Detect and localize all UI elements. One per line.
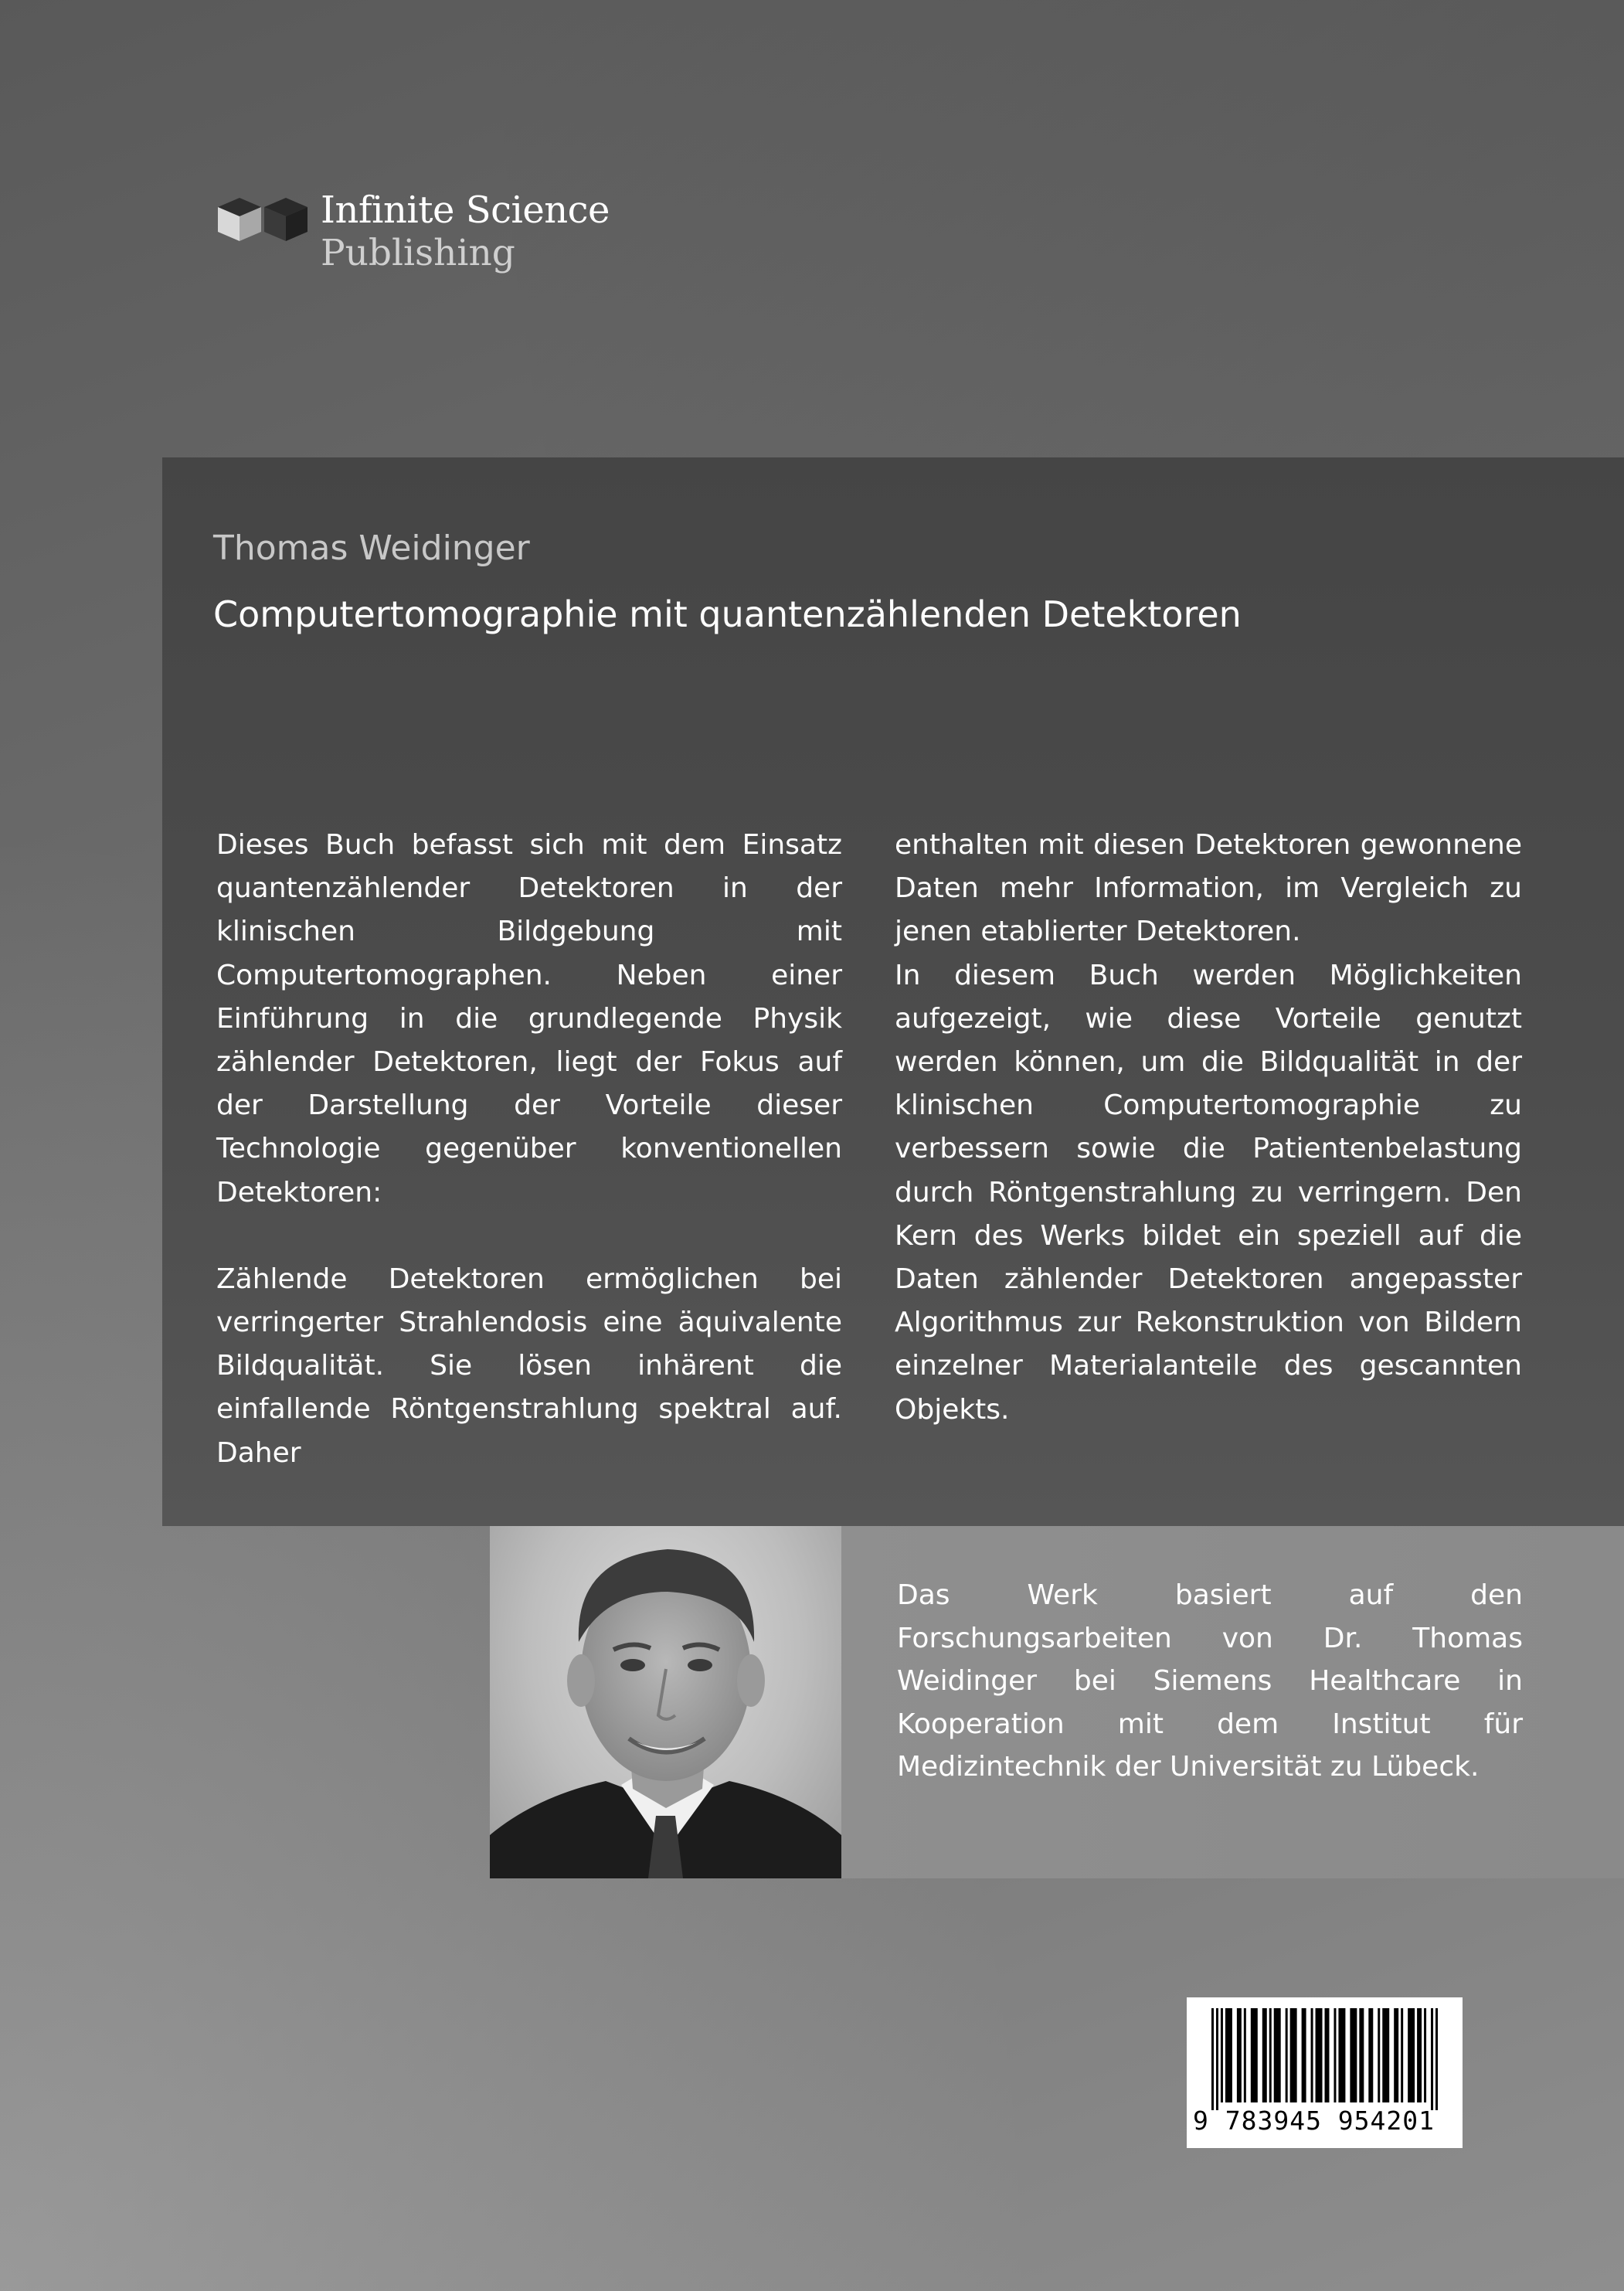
publisher-name: Infinite Science (321, 189, 610, 232)
author-photo (490, 1526, 841, 1878)
barcode-bar (1225, 2008, 1232, 2102)
barcode-bar (1290, 2008, 1297, 2102)
barcode-bar (1237, 2008, 1242, 2102)
barcode-bar (1216, 2008, 1218, 2110)
barcode-bar (1316, 2008, 1323, 2102)
cube-logo-icon (216, 193, 309, 244)
barcode-bar (1286, 2008, 1288, 2102)
barcode-bar (1274, 2008, 1281, 2102)
barcode-bar (1350, 2008, 1357, 2102)
barcode-bar (1211, 2008, 1214, 2110)
barcode-bar (1408, 2008, 1415, 2102)
barcode-bar (1338, 2008, 1345, 2102)
barcode-bar (1378, 2008, 1380, 2102)
author-name: Thomas Weidinger (213, 529, 530, 568)
barcode-bar (1401, 2008, 1403, 2102)
barcode-bar (1382, 2008, 1389, 2102)
barcode-bar (1417, 2008, 1422, 2102)
barcode-bar (1368, 2008, 1373, 2102)
author-bio: Das Werk basiert auf den Forschungsarbeiten von Dr. Thomas Weidinger bei Siemens Healthcare in Kooperation mit dem Institut für Medizintechnik der Universität zu Lübeck. (897, 1579, 1523, 1783)
barcode-bar (1424, 2008, 1426, 2102)
barcode-bar (1431, 2008, 1433, 2110)
blurb-column-right (895, 824, 1522, 1432)
isbn-barcode (1187, 1997, 1463, 2148)
blurb-paragraph: enthalten mit diesen Detektoren gewonnene Daten mehr Information, im Vergleich zu jenen etablierter Detektoren. (895, 829, 1522, 948)
barcode-bar (1311, 2008, 1313, 2102)
publisher-logo (216, 184, 618, 284)
barcode-bar (1359, 2008, 1364, 2102)
barcode-bar (1244, 2008, 1246, 2102)
barcode-bar (1325, 2008, 1330, 2102)
barcode-bar (1251, 2008, 1258, 2102)
book-title: Computertomographie mit quantenzählenden Detektoren (213, 593, 1242, 635)
barcode-bar (1394, 2008, 1398, 2102)
barcode-bar (1221, 2008, 1223, 2102)
author-bio-box (841, 1526, 1624, 1878)
barcode-bar (1435, 2008, 1438, 2110)
summary-panel (162, 457, 1624, 1526)
barcode-bar (1334, 2008, 1336, 2102)
barcode-bar (1269, 2008, 1272, 2102)
blurb-paragraph: Dieses Buch befasst sich mit dem Einsatz quantenzählender Detektoren in der klinischen Bildgebung mit Computertomographen. Neben einer Einführung in die grundlegende Physik zählender Detektoren, liegt der Fokus auf der Darstellung der Vorteile dieser Technologie gegenüber konventionellen Detektoren: (216, 829, 842, 1208)
barcode-bar (1302, 2008, 1306, 2102)
blurb-column-left (216, 824, 842, 1475)
blurb-paragraph: Zählende Detektoren ermöglichen bei verringerter Strahlendosis eine äquivalente Bildqualität. Sie lösen inhärent die einfallende Röntgenstrahlung spektral auf. Daher (216, 1263, 842, 1469)
publisher-subname: Publishing (321, 232, 515, 274)
isbn-digits: 9 783945 954201 (1193, 2106, 1435, 2136)
blurb-paragraph: In diesem Buch werden Möglichkeiten aufgezeigt, wie diese Vorteile genutzt werden können, um die Bildqualität in der klinischen Computertomographie zu verbessern sowie die Patientenbelastung durch Röntgenstrahlung zu verringern. Den Kern des Werks bildet ein speziell auf die Daten zählender Detektoren angepasster Algorithmus zur Rekonstruktion von Bildern einzelner Materialanteile des gescannten Objekts. (895, 959, 1522, 1426)
barcode-bar (1262, 2008, 1267, 2102)
